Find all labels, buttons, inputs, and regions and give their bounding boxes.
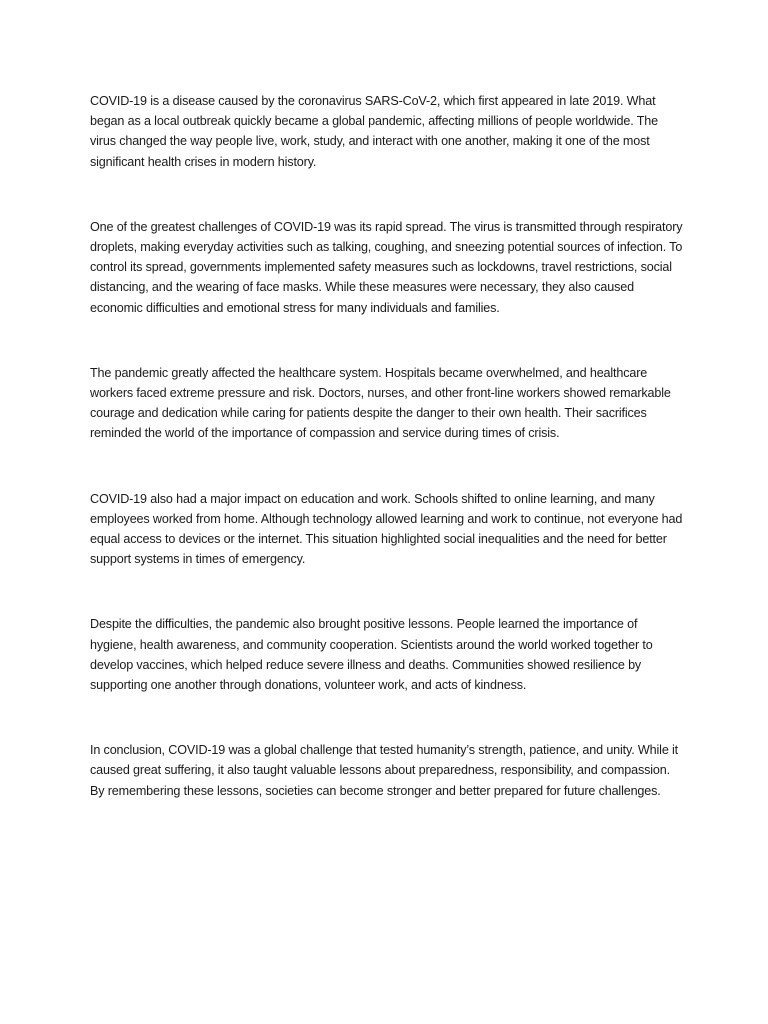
paragraph-introduction: COVID-19 is a disease caused by the coronavirus SARS-CoV-2, which first appeared in late 2019. What began as a local outbreak quickly became a global pandemic, affecting millions of people worldwide. The virus changed the way people live, work, study, and interact with one another, making it one of the most significant health crises in modern history. [90, 94, 658, 169]
paragraph-conclusion: In conclusion, COVID-19 was a global challenge that tested humanity’s strength, patience, and unity. While it caused great suffering, it also taught valuable lessons about preparedness, responsibility, and compassion. By remembering these lessons, societies can become stronger and better prepared for future challenges. [90, 743, 679, 798]
document-body [90, 91, 686, 846]
paragraph-positive-lessons: Despite the difficulties, the pandemic also brought positive lessons. People learned the importance of hygiene, health awareness, and community cooperation. Scientists around the world worked together to develop vaccines, which helped reduce severe illness and deaths. Communities showed resilience by supporting one another through donations, volunteer work, and acts of kindness. [90, 617, 653, 693]
paragraph-spread: One of the greatest challenges of COVID-19 was its rapid spread. The virus is transmitted through respiratory droplets, making everyday activities such as talking, coughing, and sneezing potential sources of infection. To control its spread, governments implemented safety measures such as lockdowns, travel restrictions, social distancing, and the wearing of face masks. While these measures were necessary, they also caused economic difficulties and emotional stress for many individuals and families. [90, 219, 683, 315]
paragraph-education-work: COVID-19 also had a major impact on education and work. Schools shifted to online learning, and many employees worked from home. Although technology allowed learning and work to continue, not everyone had equal access to devices or the internet. This situation highlighted social inequalities and the need for better support systems in times of emergency. [90, 491, 683, 567]
paragraph-healthcare: The pandemic greatly affected the healthcare system. Hospitals became overwhelmed, and healthcare workers faced extreme pressure and risk. Doctors, nurses, and other front-line workers showed remarkable courage and dedication while caring for patients despite the danger to their own health. Their sacrifices reminded the world of the importance of compassion and service during times of crisis. [90, 365, 671, 441]
